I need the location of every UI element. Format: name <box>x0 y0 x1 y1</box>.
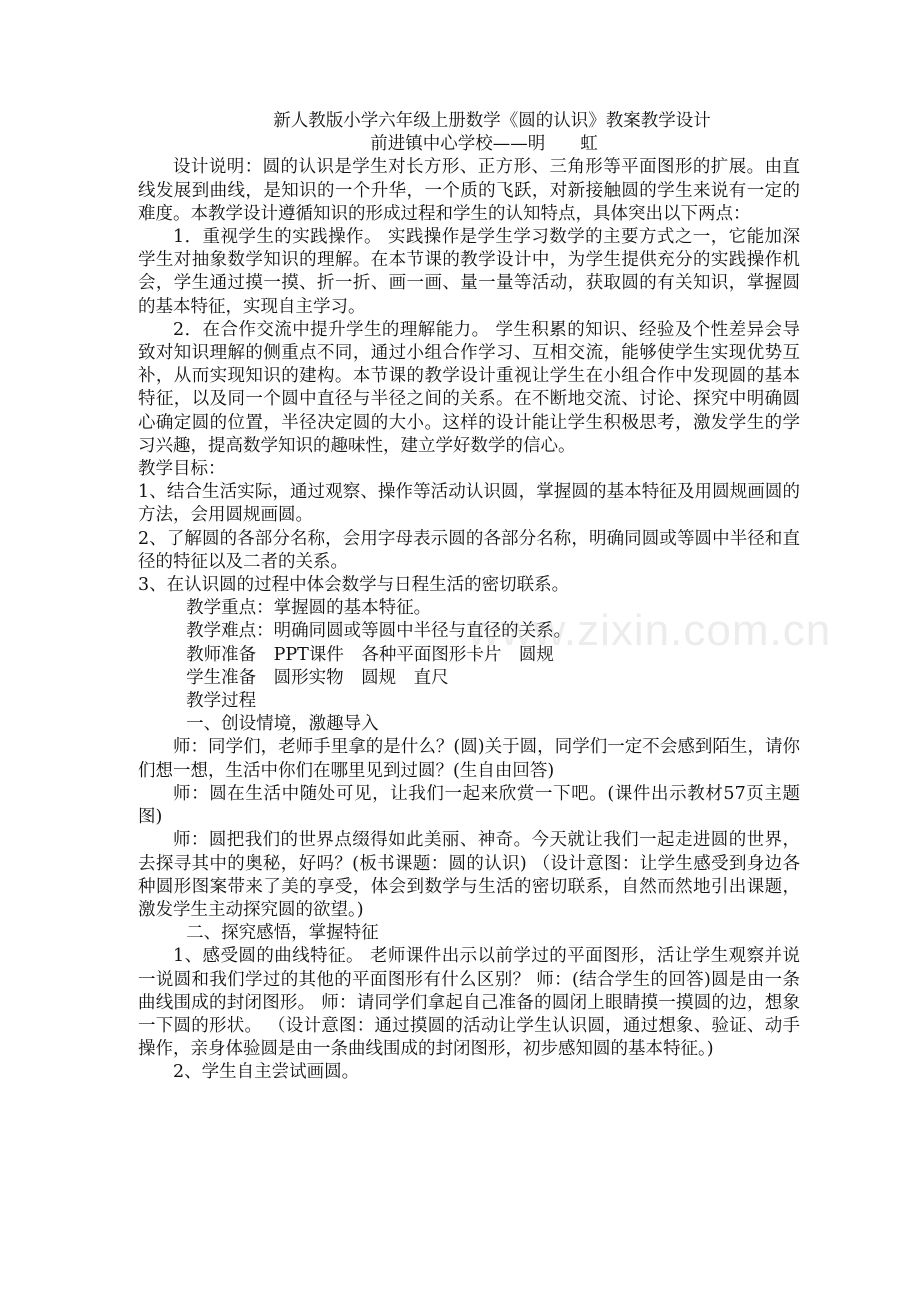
design-note-paragraph: 设计说明：圆的认识是学生对长方形、正方形、三角形等平面图形的扩展。由直线发展到曲线，是知识的一个升华，一个质的飞跃，对新接触圆的学生来说有一定的难度。本教学设计遵循知识的形成过程和学生的认知特点，具体突出以下两点： <box>138 157 800 224</box>
document-body <box>138 110 800 1085</box>
document-author: 前进镇中心学校——明 虹 <box>370 134 598 155</box>
document-title: 新人教版小学六年级上册数学《圆的认识》教案教学设计 <box>273 111 711 131</box>
section-2-paragraph-1: 1、感受圆的曲线特征。 老师课件出示以前学过的平面图形，活让学生观察并说一说圆和我们学过的其他的平面图形有什么区别？ 师：(结合学生的回答)圆是由一条曲线围成的封闭图形。 师：请同学们拿起自己准备的圆闭上眼睛摸一摸圆的边，想象一下圆的形状。 （设计意图：通过摸圆的活动让学生认识圆，通过想象、验证、动手操作，亲身体验圆是由一条曲线围成的封闭图形，初步感知圆的基本特征。) <box>138 946 800 1060</box>
section-2-paragraph-2: 2、学生自主尝试画圆。 <box>173 1062 360 1083</box>
section-1-paragraph-1: 师：同学们，老师手里拿的是什么？(圆)关于圆，同学们一定不会感到陌生，请你们想一想，生活中你们在哪里见到过圆？(生自由回答) <box>138 737 800 781</box>
section-1-heading: 一、创设情境，激趣导入 <box>186 714 379 735</box>
watermark: www.zixin.com.cn <box>468 606 832 655</box>
key-point: 教学重点：掌握圆的基本特征。 <box>186 598 432 619</box>
teacher-prep: 教师准备 PPT课件 各种平面图形卡片 圆规 <box>186 644 554 665</box>
difficulty: 教学难点：明确同圆或等圆中半径与直径的关系。 <box>186 621 572 642</box>
goal-1: 1、结合生活实际，通过观察、操作等活动认识圆，掌握圆的基本特征及用圆规画圆的方法，会用圆规画圆。 <box>138 482 800 526</box>
goal-2: 2、了解圆的各部分名称，会用字母表示圆的各部分名称，明确同圆或等圆中半径和直径的特征以及二者的关系。 <box>138 528 800 572</box>
design-point-1: 1．重视学生的实践操作。 实践操作是学生学习数学的主要方式之一，它能加深学生对抽象数学知识的理解。在本节课的教学设计中，为学生提供充分的实践操作机会，学生通过摸一摸、折一折、画一画、量一量等活动，获取圆的有关知识，掌握圆的基本特征，实现自主学习。 <box>138 227 800 317</box>
student-prep: 学生准备 圆形实物 圆规 直尺 <box>186 667 449 688</box>
section-1-paragraph-3: 师：圆把我们的世界点缀得如此美丽、神奇。今天就让我们一起走进圆的世界，去探寻其中的奥秘，好吗？(板书课题：圆的认识) （设计意图：让学生感受到身边各种圆形图案带来了美的享受，体会到数学与生活的密切联系，自然而然地引出课题，激发学生主动探究圆的欲望。) <box>138 830 800 920</box>
section-1-paragraph-2: 师：圆在生活中随处可见，让我们一起来欣赏一下吧。(课件出示教材57页主题图) <box>138 783 800 828</box>
process-heading: 教学过程 <box>186 691 257 712</box>
section-2-heading: 二、探究感悟，掌握特征 <box>186 923 379 944</box>
design-point-2: 2．在合作交流中提升学生的理解能力。 学生积累的知识、经验及个性差异会导致对知识理解的侧重点不同，通过小组合作学习、互相交流，能够使学生实现优势互补，从而实现知识的建构。本节课的教学设计重视让学生在小组合作中发现圆的基本特征，以及同一个圆中直径与半径之间的关系。在不断地交流、讨论、探究中明确圆心确定圆的位置，半径决定圆的大小。这样的设计能让学生积极思考，激发学生的学习兴趣，提高数学知识的趣味性，建立学好数学的信心。 <box>138 319 800 456</box>
goal-3: 3、在认识圆的过程中体会数学与日程生活的密切联系。 <box>138 575 570 596</box>
goals-heading: 教学目标： <box>138 459 226 480</box>
